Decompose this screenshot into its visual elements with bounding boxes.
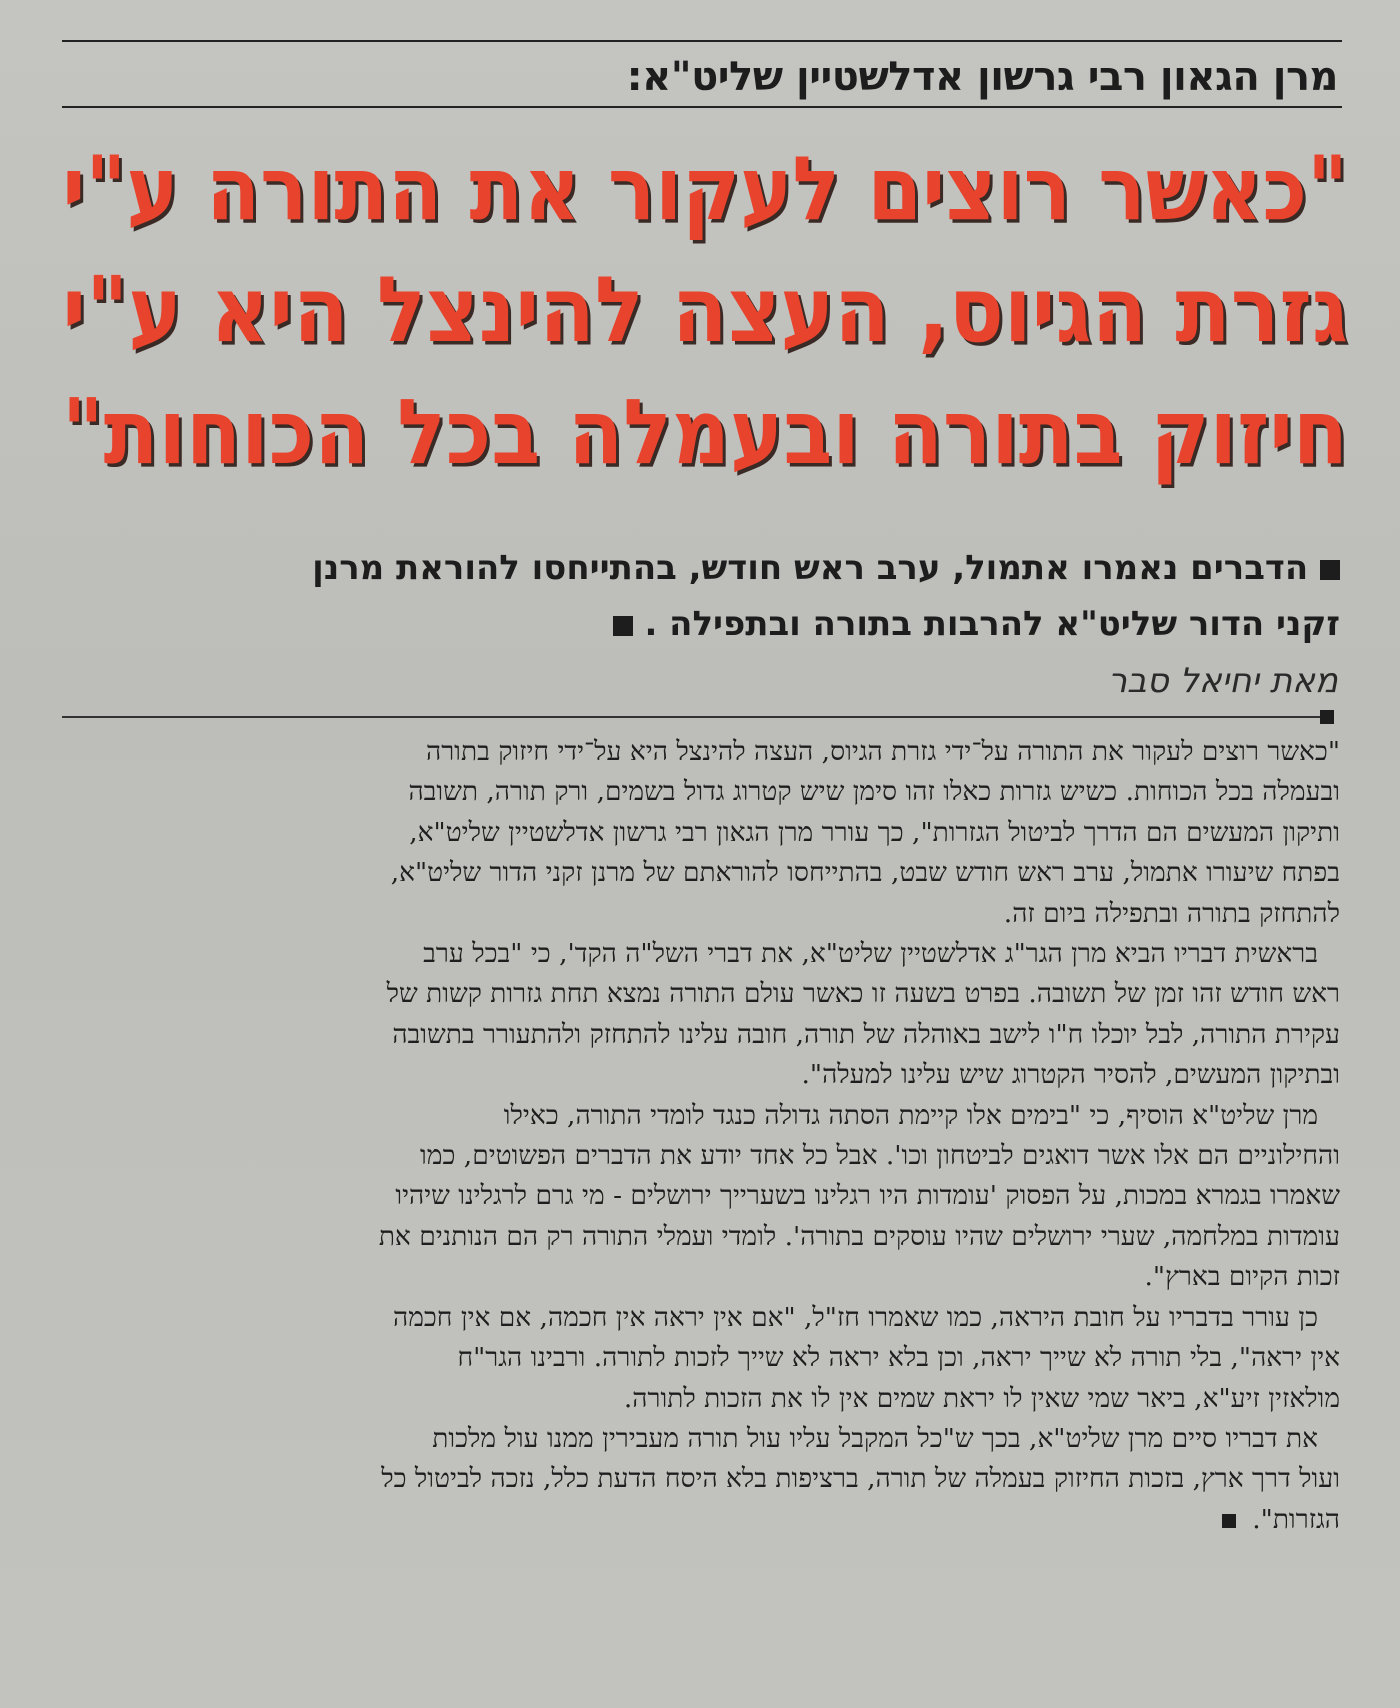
body-last-text: הגזרות".: [1252, 1503, 1340, 1535]
body-line: בראשית דבריו הביא מרן הגר"ג אדלשטיין שליט"א, את דברי השל"ה הקד', כי "בכל ערב: [423, 938, 1318, 970]
body-line-last: [60, 1500, 1340, 1540]
body-line: והחילוניים הם אלו אשר דואגים לביטחון וכו'. אבל כל אחד יודע את הדברים הפשוטים, כמו: [420, 1140, 1340, 1172]
subheadline: [60, 540, 1340, 652]
headline-line-3: חיזוק בתורה ובעמלה בכל הכוחות": [61, 380, 1348, 485]
bullet-square-icon: [613, 616, 633, 636]
body-line: זכות הקיום בארץ".: [1144, 1261, 1340, 1293]
body-line: כן עורר בדבריו על חובת היראה, כמו שאמרו חז"ל, "אם אין יראה אין חכמה, אם אין חכמה: [393, 1301, 1318, 1333]
end-square-icon: [1222, 1514, 1236, 1528]
body-line: שאמרו בגמרא במכות, על הפסוק 'עומדות היו רגלינו בשערייך ירושלים - מי גרם לרגלינו שיהיו: [395, 1180, 1340, 1212]
subhead-text-1: הדברים נאמרו אתמול, ערב ראש חודש, בהתייחסו להוראת מרנן: [312, 548, 1309, 588]
body-line: להתחזק בתורה ובתפילה ביום זה.: [1003, 897, 1340, 929]
body-line: עומדות במלחמה, שערי ירושלים שהיו עוסקים בתורה'. לומדי ועמלי התורה רק הם הנותנים את: [378, 1220, 1340, 1252]
body-line: מרן שליט"א הוסיף, כי "בימים אלו קיימת הסתה גדולה כנגד לומדי התורה, כאילו: [503, 1099, 1318, 1131]
body-line: עקירת התורה, לבל יוכלו ח"ו לישב באוהלה של תורה, חובה עלינו להתחזק ולהתעורר בתשובה: [392, 1018, 1340, 1050]
kicker-rule: [62, 106, 1342, 108]
rule-end-square-icon: [1320, 710, 1334, 724]
headline: [60, 128, 1348, 494]
headline-line-1: "כאשר רוצים לעקור את התורה ע"י: [62, 137, 1348, 241]
body-line: את דבריו סיים מרן שליט"א, בכך ש"כל המקבל עליו עול תורה מעבירין ממנו עול מלכות: [432, 1422, 1318, 1454]
bullet-square-icon: [1320, 560, 1340, 580]
subhead-line-1: [60, 540, 1340, 596]
subhead-text-2: זקני הדור שליט"א להרבות בתורה ובתפילה .: [644, 604, 1340, 644]
body-line: ועול דרך ארץ, בזכות החיזוק בעמלה של תורה, ברציפות בלא היסח הדעת כלל, נזכה לביטול כל: [381, 1463, 1340, 1495]
kicker: מרן הגאון רבי גרשון אדלשטיין שליט"א:: [626, 54, 1338, 100]
top-rule: [62, 40, 1342, 42]
headline-line-2: גזרת הגיוס, העצה להינצל היא ע"י: [62, 258, 1348, 364]
byline-rule: [62, 716, 1320, 718]
body-line: ראש חודש זהו זמן של תשובה. בפרט בשעה זו כאשר עולם התורה נמצא תחת גזרות קשות של: [386, 978, 1340, 1010]
body-line: ובתיקון המעשים, להסיר הקטרוג שיש עלינו למעלה".: [801, 1059, 1340, 1091]
subhead-line-2: [60, 596, 1340, 652]
body-line: אין יראה", בלי תורה לא שייך יראה, וכן בלא יראה לא שייך לזכות לתורה. ורבינו הגר"ח: [457, 1342, 1340, 1374]
body-line: בפתח שיעורו אתמול, ערב ראש חודש שבט, בהתייחסו להוראתם של מרנן זקני הדור שליט"א,: [390, 857, 1340, 889]
byline: מאת יחיאל סבר: [1107, 661, 1338, 701]
body-line: ובעמלה בכל הכוחות. כשיש גזרות כאלו זהו סימן שיש קטרוג גדול בשמים, ורק תורה, תשובה: [408, 776, 1340, 808]
body-line: מולאזין זיע"א, ביאר שמי שאין לו יראת שמים אין לו את הזכות לתורה.: [623, 1382, 1340, 1414]
body-line: ותיקון המעשים הם הדרך לביטול הגזרות", כך עורר מרן הגאון רבי גרשון אדלשטיין שליט"א,: [409, 816, 1340, 848]
article-body: [60, 732, 1340, 1540]
body-line: "כאשר רוצים לעקור את התורה על־ידי גזרת הגיוס, העצה להינצל היא על־ידי חיזוק בתורה: [425, 736, 1340, 767]
